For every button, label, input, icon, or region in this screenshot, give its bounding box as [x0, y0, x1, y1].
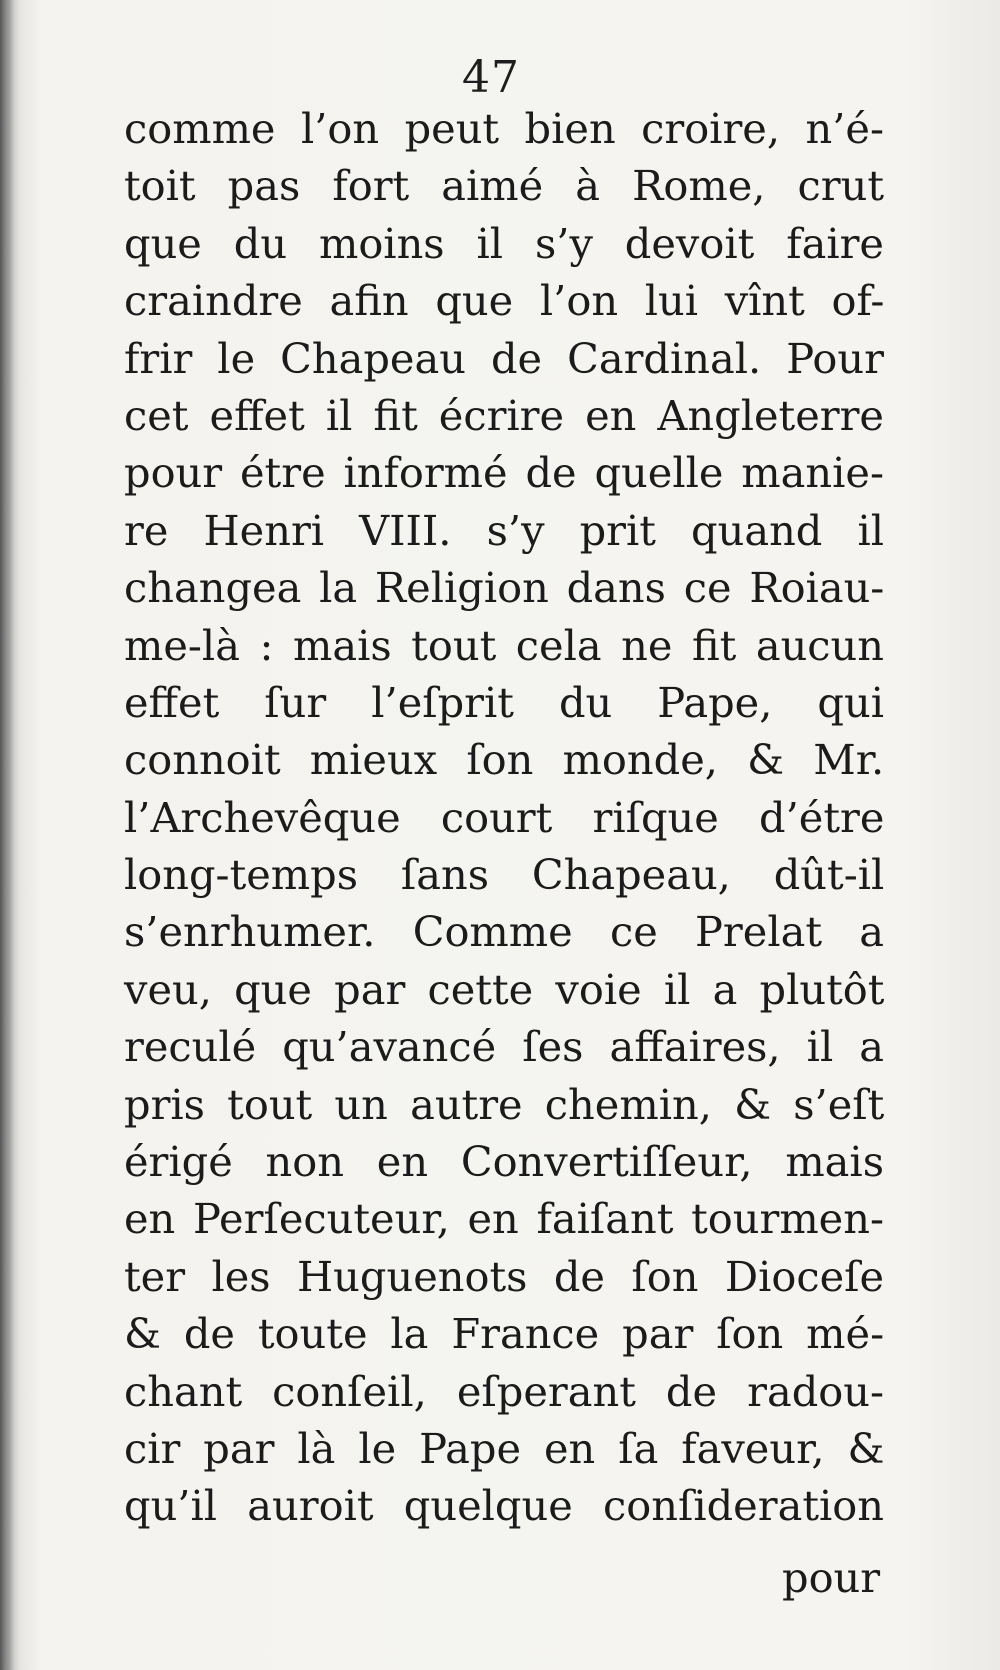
- text-line: comme l’on peut bien croire, n’é-: [124, 104, 884, 153]
- text-line: connoit mieux ſon monde, & Mr.: [124, 735, 885, 785]
- text-line: qu’il auroit quelque conſideration: [124, 1481, 884, 1531]
- text-line: ter les Huguenots de ſon Dioceſe: [124, 1251, 885, 1301]
- text-line: que du moins il s’y devoit faire: [124, 218, 884, 268]
- text-line: changea la Religion dans ce Roiau-: [124, 563, 885, 613]
- catchword: pour: [782, 1553, 881, 1602]
- text-line: frir le Chapeau de Cardinal. Pour: [124, 333, 884, 383]
- text-line: érigé non en Convertiſſeur, mais: [124, 1137, 884, 1187]
- page-number: 47: [462, 52, 520, 103]
- text-line: s’enrhumer. Comme ce Prelat a: [124, 907, 884, 957]
- text-line: re Henri VIII. s’y prit quand il: [124, 505, 884, 555]
- text-line: en Perſecuteur, en faiſant tourmen-: [124, 1194, 884, 1244]
- text-line: craindre afin que l’on lui vînt of-: [124, 276, 885, 326]
- text-line: me-là : mais tout cela ne fit aucun: [124, 620, 884, 670]
- text-line: chant conſeil, eſperant de radou-: [124, 1366, 884, 1416]
- text-line: cir par là le Pape en ſa faveur, &: [124, 1423, 885, 1473]
- text-line: pour étre informé de quelle manie-: [124, 448, 884, 498]
- page-gutter-shadow: [0, 0, 14, 1670]
- body-text: [124, 100, 884, 1535]
- text-line: veu, que par cette voie il a plutôt: [124, 964, 885, 1014]
- text-line: toit pas fort aimé à Rome, crut: [124, 161, 884, 211]
- text-line: long-temps ſans Chapeau, dût-il: [124, 850, 885, 900]
- text-line: effet ſur l’eſprit du Pape, qui: [124, 677, 884, 727]
- text-line: & de toute la France par ſon mé-: [124, 1309, 885, 1359]
- text-line: l’Archevêque court riſque d’étre: [124, 792, 885, 842]
- text-line: cet effet il fit écrire en Angleterre: [124, 390, 884, 440]
- text-line: reculé qu’avancé ſes affaires, il a: [124, 1022, 884, 1072]
- text-line: pris tout un autre chemin, & s’eſt: [124, 1079, 885, 1129]
